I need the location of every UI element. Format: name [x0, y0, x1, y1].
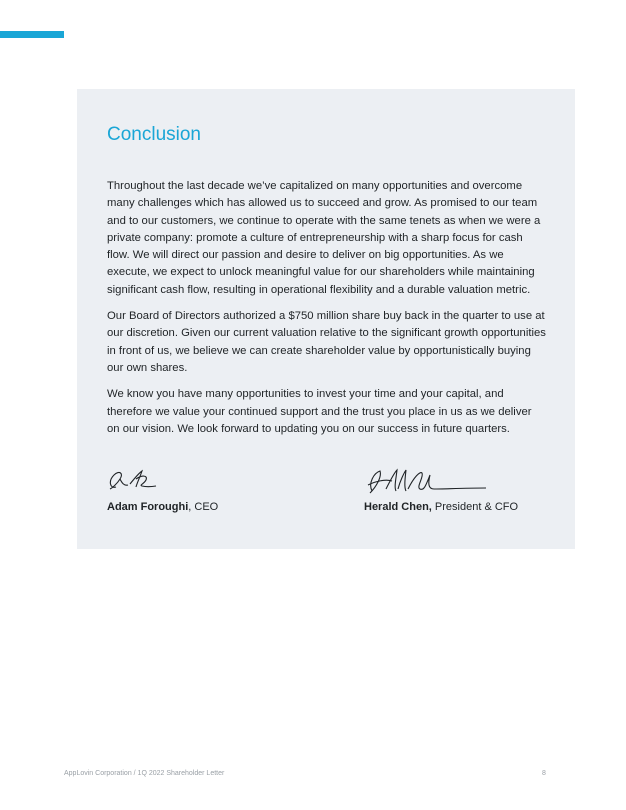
paragraph-3: We know you have many opportunities to invest your time and your capital, and therefore we value your continued support and the trust you place in us as we deliver on our vision. We look forward to updating you on our success in future quarters. — [107, 388, 532, 435]
paragraph-2: Our Board of Directors authorized a $750 million share buy back in the quarter to use at our discretion. Given our current valuation relative to the significant growth opportunities in front of us, we believe we can create shareholder value by opportunistically buying our own shares. — [107, 310, 546, 374]
cfo-title: President & CFO — [431, 501, 519, 513]
section-title: Conclusion — [107, 124, 201, 145]
footer-text: AppLovin Corporation / 1Q 2022 Shareholder Letter — [64, 770, 225, 777]
cfo-signer — [364, 501, 518, 513]
ceo-title: , CEO — [188, 501, 219, 513]
conclusion-body — [107, 178, 547, 447]
ceo-signature — [106, 467, 162, 493]
paragraph-1: Throughout the last decade we’ve capitalized on many opportunities and overcome many challenges which has allowed us to succeed and grow. As promised to our team and to our customers, we continue to operate with the same tenets as when we were a private company: promote a culture of entrepreneurship with a sharp focus for cash flow. We will direct our passion and desire to deliver on big opportunities. As we execute, we expect to unlock meaningful value for our shareholders while maintaining significant cash flow, resulting in operational flexibility and a durable valuation metric. — [107, 180, 541, 296]
page-number: 8 — [542, 770, 546, 777]
cfo-signature — [364, 467, 488, 497]
cfo-name: Herald Chen, — [364, 501, 432, 513]
ceo-name: Adam Foroughi — [107, 501, 189, 513]
accent-bar — [0, 31, 64, 38]
ceo-signer — [107, 501, 218, 513]
